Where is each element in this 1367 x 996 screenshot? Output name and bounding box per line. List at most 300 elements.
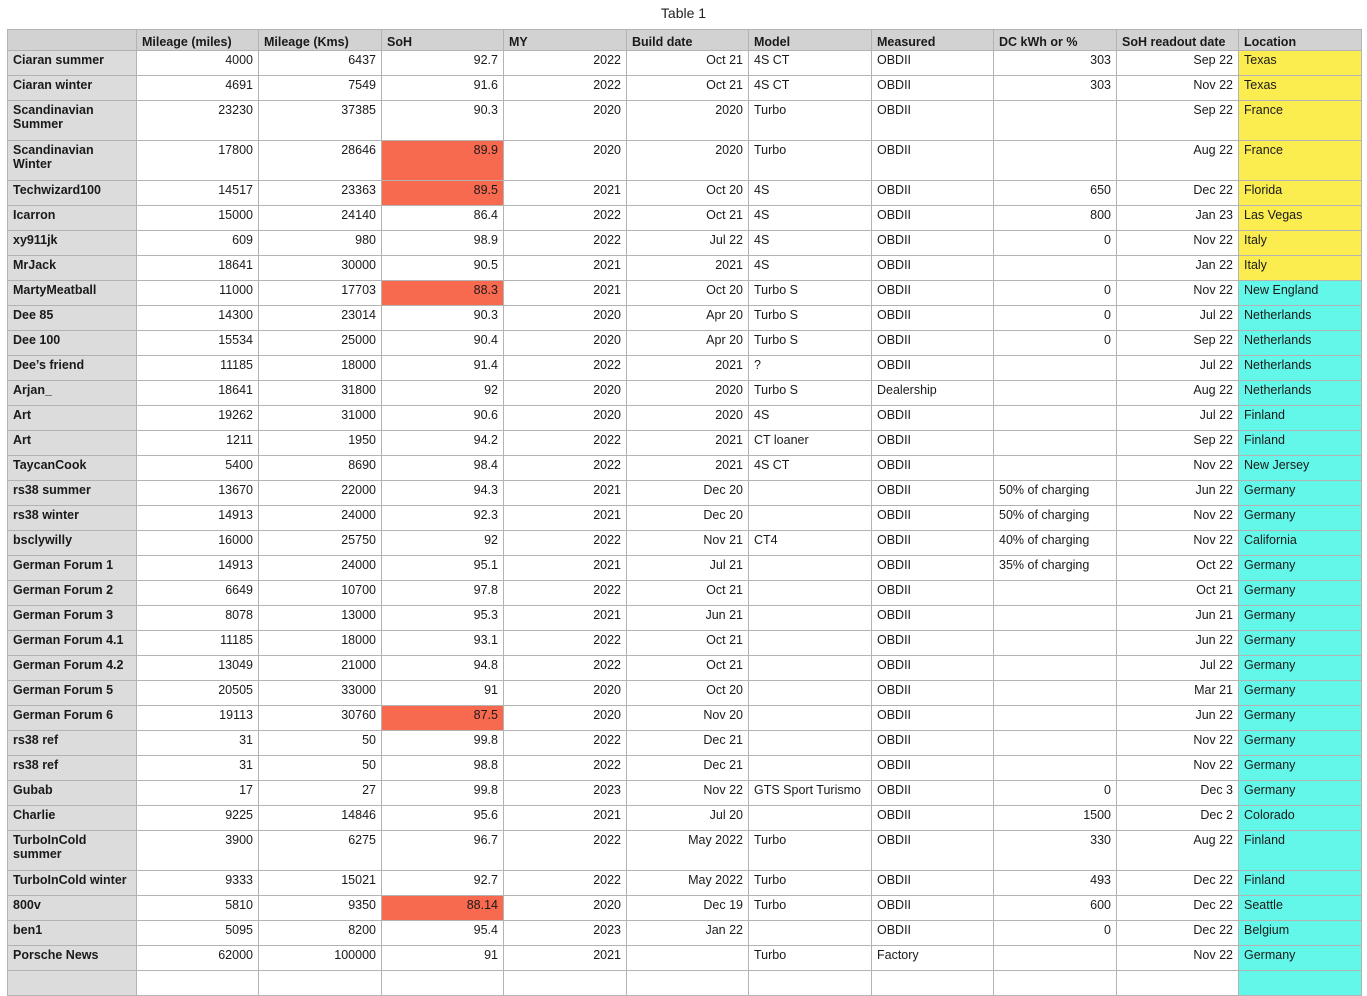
model-year-cell[interactable]: 2022 [504,231,627,256]
model-year-cell[interactable]: 2022 [504,831,627,871]
kms-cell[interactable]: 30000 [259,256,382,281]
build-date-cell[interactable]: Oct 21 [627,631,749,656]
model-year-cell[interactable]: 2022 [504,531,627,556]
soh-cell[interactable]: 94.2 [382,431,504,456]
soh-cell[interactable]: 90.4 [382,331,504,356]
row-name-cell[interactable]: TurboInCold summer [8,831,137,871]
kms-cell[interactable]: 10700 [259,581,382,606]
soh-cell[interactable]: 89.5 [382,181,504,206]
soh-cell[interactable]: 91 [382,946,504,971]
location-cell[interactable]: France [1239,141,1362,181]
measured-cell[interactable]: OBDII [872,681,994,706]
build-date-cell[interactable]: Oct 20 [627,281,749,306]
dc-cell[interactable]: 303 [994,76,1117,101]
location-cell[interactable]: Germany [1239,756,1362,781]
kms-cell[interactable]: 21000 [259,656,382,681]
measured-cell[interactable]: Factory [872,946,994,971]
readout-date-cell[interactable]: Dec 2 [1117,806,1239,831]
model-cell[interactable]: Turbo [749,831,872,871]
model-year-cell[interactable]: 2022 [504,756,627,781]
miles-cell[interactable]: 14517 [137,181,259,206]
measured-cell[interactable]: OBDII [872,531,994,556]
row-name-cell[interactable]: Ciaran winter [8,76,137,101]
dc-cell[interactable] [994,731,1117,756]
model-cell[interactable] [749,806,872,831]
model-year-cell[interactable]: 2020 [504,706,627,731]
readout-date-cell[interactable]: Oct 21 [1117,581,1239,606]
location-cell[interactable]: France [1239,101,1362,141]
row-name-cell[interactable]: rs38 ref [8,731,137,756]
measured-cell[interactable]: OBDII [872,231,994,256]
dc-cell[interactable]: 0 [994,306,1117,331]
model-cell[interactable] [749,756,872,781]
soh-cell[interactable]: 92.3 [382,506,504,531]
soh-cell[interactable]: 99.8 [382,731,504,756]
miles-cell[interactable]: 18641 [137,256,259,281]
location-cell[interactable]: Finland [1239,406,1362,431]
miles-cell[interactable]: 62000 [137,946,259,971]
readout-date-cell[interactable]: Jan 22 [1117,256,1239,281]
row-name-cell[interactable]: German Forum 4.2 [8,656,137,681]
measured-cell[interactable]: OBDII [872,506,994,531]
model-year-cell[interactable]: 2020 [504,101,627,141]
model-year-cell[interactable]: 2022 [504,581,627,606]
measured-cell[interactable]: OBDII [872,141,994,181]
dc-cell[interactable] [994,431,1117,456]
build-date-cell[interactable] [627,946,749,971]
location-cell[interactable]: Texas [1239,51,1362,76]
location-cell[interactable]: Germany [1239,946,1362,971]
miles-cell[interactable]: 5400 [137,456,259,481]
miles-cell[interactable]: 1211 [137,431,259,456]
location-cell[interactable]: Italy [1239,231,1362,256]
model-year-cell[interactable]: 2021 [504,506,627,531]
build-date-cell[interactable]: Apr 20 [627,331,749,356]
soh-cell[interactable]: 95.6 [382,806,504,831]
kms-cell[interactable]: 23363 [259,181,382,206]
dc-cell[interactable] [994,756,1117,781]
dc-cell[interactable]: 35% of charging [994,556,1117,581]
model-cell[interactable]: Turbo [749,141,872,181]
column-header[interactable]: SoH [382,30,504,51]
build-date-cell[interactable]: Dec 20 [627,506,749,531]
dc-cell[interactable] [994,101,1117,141]
dc-cell[interactable]: 600 [994,896,1117,921]
measured-cell[interactable]: OBDII [872,76,994,101]
readout-date-cell[interactable]: Jul 22 [1117,356,1239,381]
readout-date-cell[interactable]: Dec 3 [1117,781,1239,806]
readout-date-cell[interactable]: Sep 22 [1117,331,1239,356]
model-year-cell[interactable]: 2021 [504,481,627,506]
kms-cell[interactable]: 18000 [259,356,382,381]
miles-cell[interactable]: 6649 [137,581,259,606]
readout-date-cell[interactable]: Nov 22 [1117,946,1239,971]
measured-cell[interactable]: OBDII [872,606,994,631]
kms-cell[interactable]: 31000 [259,406,382,431]
build-date-cell[interactable]: Dec 21 [627,731,749,756]
model-cell[interactable]: Turbo S [749,306,872,331]
dc-cell[interactable]: 650 [994,181,1117,206]
soh-cell[interactable]: 98.4 [382,456,504,481]
miles-cell[interactable]: 8078 [137,606,259,631]
soh-cell[interactable]: 94.3 [382,481,504,506]
column-header[interactable]: Location [1239,30,1362,51]
row-name-cell[interactable]: TaycanCook [8,456,137,481]
location-cell[interactable]: California [1239,531,1362,556]
kms-cell[interactable]: 8200 [259,921,382,946]
soh-cell[interactable]: 90.5 [382,256,504,281]
soh-cell[interactable]: 92.7 [382,871,504,896]
model-year-cell[interactable]: 2020 [504,406,627,431]
model-year-cell[interactable]: 2022 [504,51,627,76]
dc-cell[interactable] [994,581,1117,606]
build-date-cell[interactable]: Oct 21 [627,206,749,231]
location-cell[interactable]: Las Vegas [1239,206,1362,231]
soh-cell[interactable]: 91.4 [382,356,504,381]
soh-cell[interactable]: 91.6 [382,76,504,101]
row-name-cell[interactable]: 800v [8,896,137,921]
row-name-cell[interactable]: MrJack [8,256,137,281]
kms-cell[interactable]: 25000 [259,331,382,356]
dc-cell[interactable] [994,256,1117,281]
miles-cell[interactable]: 19262 [137,406,259,431]
readout-date-cell[interactable]: Sep 22 [1117,101,1239,141]
row-name-cell[interactable]: TurboInCold winter [8,871,137,896]
miles-cell[interactable]: 11185 [137,356,259,381]
location-cell[interactable]: New Jersey [1239,456,1362,481]
miles-cell[interactable]: 17 [137,781,259,806]
dc-cell[interactable] [994,141,1117,181]
kms-cell[interactable]: 6437 [259,51,382,76]
kms-cell[interactable]: 28646 [259,141,382,181]
row-name-cell[interactable]: Dee 100 [8,331,137,356]
measured-cell[interactable]: OBDII [872,656,994,681]
dc-cell[interactable]: 0 [994,281,1117,306]
model-year-cell[interactable]: 2021 [504,946,627,971]
build-date-cell[interactable]: 2020 [627,406,749,431]
row-name-cell[interactable]: German Forum 5 [8,681,137,706]
model-cell[interactable]: CT4 [749,531,872,556]
miles-cell[interactable]: 11185 [137,631,259,656]
build-date-cell[interactable]: 2020 [627,141,749,181]
soh-cell[interactable]: 94.8 [382,656,504,681]
dc-cell[interactable]: 0 [994,921,1117,946]
readout-date-cell[interactable]: Nov 22 [1117,531,1239,556]
model-cell[interactable]: Turbo [749,871,872,896]
readout-date-cell[interactable]: Nov 22 [1117,731,1239,756]
dc-cell[interactable]: 0 [994,781,1117,806]
column-header[interactable]: Build date [627,30,749,51]
build-date-cell[interactable]: Nov 22 [627,781,749,806]
model-cell[interactable] [749,731,872,756]
model-year-cell[interactable]: 2022 [504,731,627,756]
model-year-cell[interactable]: 2020 [504,681,627,706]
measured-cell[interactable]: OBDII [872,756,994,781]
soh-cell[interactable]: 86.4 [382,206,504,231]
column-header[interactable]: Mileage (Kms) [259,30,382,51]
kms-cell[interactable]: 13000 [259,606,382,631]
dc-cell[interactable] [994,706,1117,731]
model-cell[interactable]: CT loaner [749,431,872,456]
dc-cell[interactable] [994,406,1117,431]
column-header[interactable]: MY [504,30,627,51]
miles-cell[interactable]: 31 [137,756,259,781]
row-name-cell[interactable]: Ciaran summer [8,51,137,76]
readout-date-cell[interactable]: Jul 22 [1117,306,1239,331]
kms-cell[interactable]: 25750 [259,531,382,556]
column-header[interactable]: Model [749,30,872,51]
readout-date-cell[interactable]: Jun 21 [1117,606,1239,631]
location-cell[interactable]: Netherlands [1239,306,1362,331]
row-name-cell[interactable]: Techwizard100 [8,181,137,206]
row-name-cell[interactable]: Arjan_ [8,381,137,406]
location-cell[interactable]: New England [1239,281,1362,306]
miles-cell[interactable]: 13670 [137,481,259,506]
model-cell[interactable]: 4S [749,231,872,256]
readout-date-cell[interactable]: Jun 22 [1117,631,1239,656]
readout-date-cell[interactable]: Jun 22 [1117,706,1239,731]
kms-cell[interactable]: 15021 [259,871,382,896]
measured-cell[interactable]: OBDII [872,431,994,456]
model-cell[interactable] [749,656,872,681]
model-year-cell[interactable]: 2022 [504,456,627,481]
build-date-cell[interactable]: 2021 [627,256,749,281]
build-date-cell[interactable]: Nov 20 [627,706,749,731]
dc-cell[interactable] [994,606,1117,631]
measured-cell[interactable]: OBDII [872,356,994,381]
model-cell[interactable] [749,556,872,581]
model-year-cell[interactable]: 2021 [504,181,627,206]
model-year-cell[interactable]: 2021 [504,281,627,306]
dc-cell[interactable]: 1500 [994,806,1117,831]
build-date-cell[interactable]: Oct 20 [627,181,749,206]
row-name-cell[interactable]: rs38 winter [8,506,137,531]
location-cell[interactable]: Seattle [1239,896,1362,921]
build-date-cell[interactable]: Jul 20 [627,806,749,831]
location-cell[interactable]: Germany [1239,506,1362,531]
kms-cell[interactable]: 6275 [259,831,382,871]
measured-cell[interactable]: OBDII [872,406,994,431]
measured-cell[interactable]: OBDII [872,206,994,231]
readout-date-cell[interactable]: Nov 22 [1117,76,1239,101]
row-name-cell[interactable]: German Forum 2 [8,581,137,606]
soh-cell[interactable]: 92 [382,381,504,406]
measured-cell[interactable]: OBDII [872,51,994,76]
soh-cell[interactable]: 90.6 [382,406,504,431]
model-cell[interactable] [749,631,872,656]
build-date-cell[interactable]: Dec 20 [627,481,749,506]
kms-cell[interactable]: 37385 [259,101,382,141]
kms-cell[interactable]: 30760 [259,706,382,731]
kms-cell[interactable]: 980 [259,231,382,256]
model-cell[interactable] [749,706,872,731]
model-cell[interactable] [749,681,872,706]
dc-cell[interactable]: 330 [994,831,1117,871]
measured-cell[interactable]: OBDII [872,731,994,756]
measured-cell[interactable]: OBDII [872,306,994,331]
model-cell[interactable]: Turbo [749,946,872,971]
readout-date-cell[interactable]: Dec 22 [1117,896,1239,921]
miles-cell[interactable]: 609 [137,231,259,256]
soh-cell[interactable]: 93.1 [382,631,504,656]
location-cell[interactable]: Germany [1239,556,1362,581]
build-date-cell[interactable]: Apr 20 [627,306,749,331]
dc-cell[interactable] [994,681,1117,706]
model-year-cell[interactable]: 2020 [504,306,627,331]
measured-cell[interactable]: OBDII [872,921,994,946]
kms-cell[interactable]: 14846 [259,806,382,831]
model-cell[interactable] [749,606,872,631]
location-cell[interactable]: Italy [1239,256,1362,281]
soh-cell[interactable]: 87.5 [382,706,504,731]
miles-cell[interactable]: 23230 [137,101,259,141]
model-year-cell[interactable]: 2020 [504,331,627,356]
soh-cell[interactable]: 99.8 [382,781,504,806]
soh-cell[interactable]: 96.7 [382,831,504,871]
model-year-cell[interactable]: 2021 [504,256,627,281]
location-cell[interactable]: Netherlands [1239,356,1362,381]
model-year-cell[interactable]: 2021 [504,606,627,631]
soh-cell[interactable]: 88.3 [382,281,504,306]
kms-cell[interactable]: 24140 [259,206,382,231]
model-year-cell[interactable]: 2021 [504,556,627,581]
model-year-cell[interactable]: 2022 [504,631,627,656]
build-date-cell[interactable]: Oct 20 [627,681,749,706]
measured-cell[interactable]: OBDII [872,281,994,306]
model-year-cell[interactable]: 2022 [504,431,627,456]
build-date-cell[interactable]: Oct 21 [627,76,749,101]
measured-cell[interactable]: OBDII [872,806,994,831]
readout-date-cell[interactable]: Nov 22 [1117,231,1239,256]
miles-cell[interactable]: 13049 [137,656,259,681]
build-date-cell[interactable]: Oct 21 [627,656,749,681]
location-cell[interactable]: Germany [1239,481,1362,506]
readout-date-cell[interactable]: Aug 22 [1117,141,1239,181]
model-year-cell[interactable]: 2023 [504,781,627,806]
readout-date-cell[interactable]: Nov 22 [1117,756,1239,781]
column-header[interactable] [8,30,137,51]
dc-cell[interactable]: 0 [994,231,1117,256]
measured-cell[interactable]: OBDII [872,456,994,481]
readout-date-cell[interactable]: Dec 22 [1117,871,1239,896]
miles-cell[interactable]: 20505 [137,681,259,706]
dc-cell[interactable]: 0 [994,331,1117,356]
row-name-cell[interactable]: Dee’s friend [8,356,137,381]
measured-cell[interactable]: OBDII [872,631,994,656]
dc-cell[interactable] [994,631,1117,656]
model-year-cell[interactable]: 2022 [504,871,627,896]
measured-cell[interactable]: OBDII [872,581,994,606]
build-date-cell[interactable]: Jan 22 [627,921,749,946]
miles-cell[interactable]: 18641 [137,381,259,406]
miles-cell[interactable]: 9333 [137,871,259,896]
kms-cell[interactable]: 24000 [259,506,382,531]
kms-cell[interactable]: 50 [259,731,382,756]
model-cell[interactable]: 4S CT [749,76,872,101]
kms-cell[interactable]: 7549 [259,76,382,101]
model-cell[interactable]: 4S CT [749,51,872,76]
row-name-cell[interactable]: Scandinavian Summer [8,101,137,141]
location-cell[interactable]: Colorado [1239,806,1362,831]
miles-cell[interactable]: 4691 [137,76,259,101]
miles-cell[interactable]: 11000 [137,281,259,306]
readout-date-cell[interactable]: Aug 22 [1117,831,1239,871]
readout-date-cell[interactable]: Sep 22 [1117,431,1239,456]
measured-cell[interactable]: OBDII [872,706,994,731]
miles-cell[interactable]: 9225 [137,806,259,831]
dc-cell[interactable] [994,356,1117,381]
model-year-cell[interactable]: 2022 [504,206,627,231]
location-cell[interactable]: Germany [1239,781,1362,806]
miles-cell[interactable]: 16000 [137,531,259,556]
miles-cell[interactable]: 19113 [137,706,259,731]
build-date-cell[interactable]: Jun 21 [627,606,749,631]
row-name-cell[interactable]: Scandinavian Winter [8,141,137,181]
miles-cell[interactable]: 4000 [137,51,259,76]
location-cell[interactable]: Germany [1239,681,1362,706]
measured-cell[interactable]: OBDII [872,256,994,281]
location-cell[interactable]: Florida [1239,181,1362,206]
model-cell[interactable]: GTS Sport Turismo [749,781,872,806]
location-cell[interactable]: Belgium [1239,921,1362,946]
row-name-cell[interactable]: Gubab [8,781,137,806]
model-cell[interactable]: Turbo [749,896,872,921]
row-name-cell[interactable]: bsclywilly [8,531,137,556]
kms-cell[interactable]: 22000 [259,481,382,506]
location-cell[interactable]: Germany [1239,731,1362,756]
soh-cell[interactable]: 92.7 [382,51,504,76]
soh-cell[interactable]: 95.3 [382,606,504,631]
readout-date-cell[interactable]: Jun 22 [1117,481,1239,506]
soh-cell[interactable]: 95.4 [382,921,504,946]
dc-cell[interactable]: 40% of charging [994,531,1117,556]
readout-date-cell[interactable]: Jul 22 [1117,406,1239,431]
model-cell[interactable]: 4S [749,406,872,431]
build-date-cell[interactable]: Dec 21 [627,756,749,781]
row-name-cell[interactable]: Dee 85 [8,306,137,331]
build-date-cell[interactable]: Jul 21 [627,556,749,581]
soh-cell[interactable]: 95.1 [382,556,504,581]
row-name-cell[interactable]: Art [8,406,137,431]
model-year-cell[interactable]: 2021 [504,806,627,831]
readout-date-cell[interactable]: Nov 22 [1117,506,1239,531]
dc-cell[interactable]: 50% of charging [994,481,1117,506]
dc-cell[interactable] [994,381,1117,406]
soh-cell[interactable]: 90.3 [382,101,504,141]
measured-cell[interactable]: OBDII [872,871,994,896]
dc-cell[interactable]: 50% of charging [994,506,1117,531]
model-cell[interactable]: Turbo S [749,331,872,356]
column-header[interactable]: SoH readout date [1117,30,1239,51]
measured-cell[interactable]: OBDII [872,481,994,506]
build-date-cell[interactable]: Dec 19 [627,896,749,921]
build-date-cell[interactable]: 2021 [627,431,749,456]
soh-cell[interactable]: 88.14 [382,896,504,921]
readout-date-cell[interactable]: Jul 22 [1117,656,1239,681]
miles-cell[interactable]: 14913 [137,556,259,581]
readout-date-cell[interactable]: Aug 22 [1117,381,1239,406]
measured-cell[interactable]: OBDII [872,781,994,806]
row-name-cell[interactable]: German Forum 1 [8,556,137,581]
kms-cell[interactable]: 50 [259,756,382,781]
row-name-cell[interactable]: ben1 [8,921,137,946]
readout-date-cell[interactable]: Dec 22 [1117,921,1239,946]
measured-cell[interactable]: OBDII [872,331,994,356]
kms-cell[interactable]: 24000 [259,556,382,581]
kms-cell[interactable]: 17703 [259,281,382,306]
miles-cell[interactable]: 14913 [137,506,259,531]
model-cell[interactable] [749,506,872,531]
